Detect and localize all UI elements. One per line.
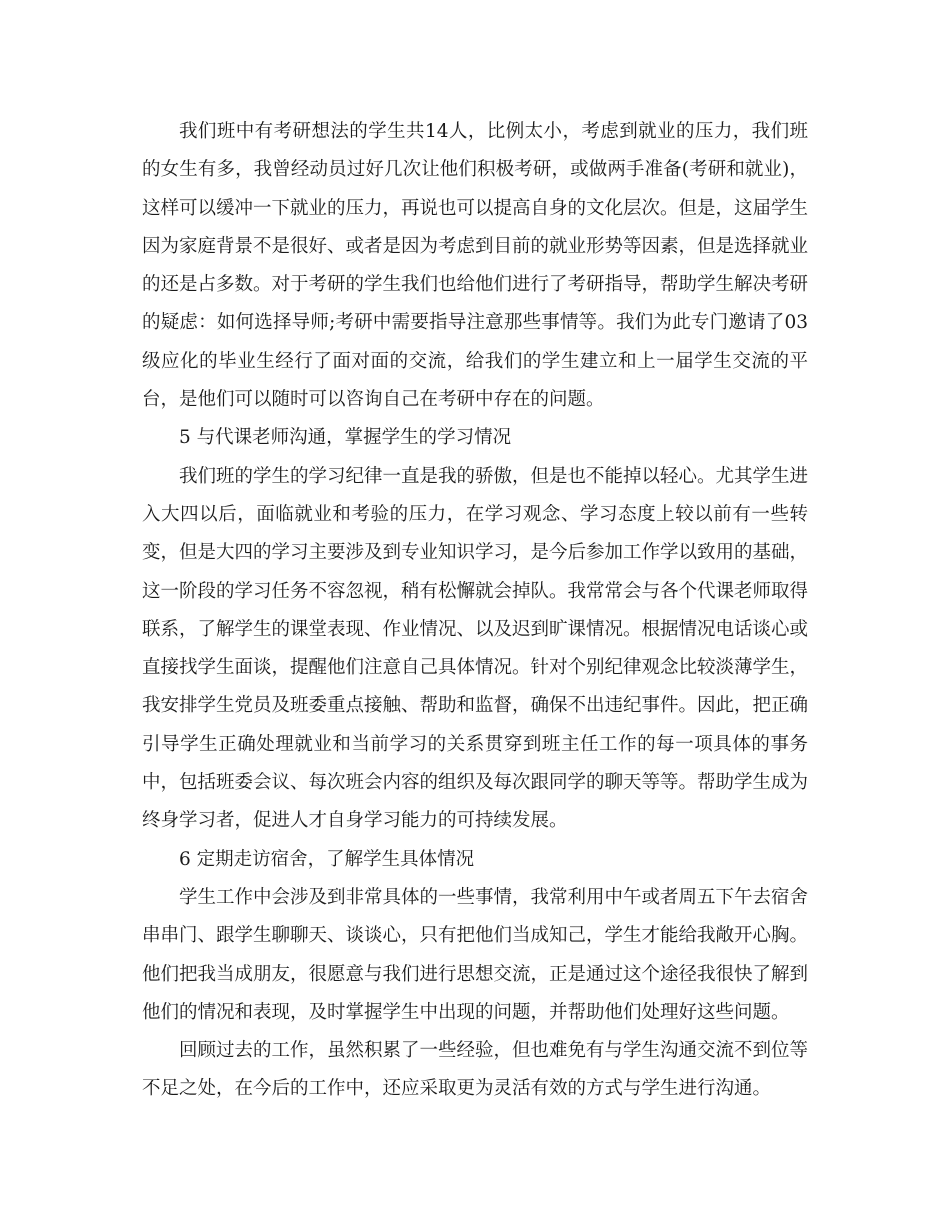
section-heading-5: 5 与代课老师沟通，掌握学生的学习情况 — [179, 427, 512, 449]
document-body — [142, 113, 808, 1109]
paragraph-conclusion: 回顾过去的工作，虽然积累了一些经验，但也难免有与学生沟通交流不到位等不足之处，在今后的工作中，还应采取更为灵活有效的方式与学生进行沟通。 — [142, 1040, 809, 1100]
paragraph-graduate-exam: 我们班中有考研想法的学生共14人，比例太小，考虑到就业的压力，我们班的女生有多，我曾经动员过好几次让他们积极考研，或做两手准备(考研和就业)，这样可以缓冲一下就业的压力，再说也可以提高自身的文化层次。但是，这届学生因为家庭背景不是很好、或者是因为考虑到目前的就业形势等因素，但是选择就业的还是占多数。对于考研的学生我们也给他们进行了考研指导，帮助学生解决考研的疑虑：如何选择导师;考研中需要指导注意那些事情等。我们为此专门邀请了03级应化的毕业生经行了面对面的交流，给我们的学生建立和上一届学生交流的平台，是他们可以随时可以咨询自己在考研中存在的问题。 — [142, 121, 809, 411]
section-heading-6: 6 定期走访宿舍，了解学生具体情况 — [179, 848, 475, 870]
paragraph-dorm-visits: 学生工作中会涉及到非常具体的一些事情，我常利用中午或者周五下午去宿舍串串门、跟学生聊聊天、谈谈心，只有把他们当成知己，学生才能给我敞开心胸。他们把我当成朋友，很愿意与我们进行思想交流，正是通过这个途径我很快了解到他们的情况和表现，及时掌握学生中出现的问题，并帮助他们处理好这些问题。 — [142, 886, 809, 1023]
paragraph-study-discipline: 我们班的学生的学习纪律一直是我的骄傲，但是也不能掉以轻心。尤其学生进入大四以后，面临就业和考验的压力，在学习观念、学习态度上较以前有一些转变，但是大四的学习主要涉及到专业知识学习，是今后参加工作学以致用的基础，这一阶段的学习任务不容忽视，稍有松懈就会掉队。我常常会与各个代课老师取得联系，了解学生的课堂表现、作业情况、以及迟到旷课情况。根据情况电话谈心或直接找学生面谈，提醒他们注意自己具体情况。针对个别纪律观念比较淡薄学生，我安排学生党员及班委重点接触、帮助和监督，确保不出违纪事件。因此，把正确引导学生正确处理就业和当前学习的关系贯穿到班主任工作的每一项具体的事务中，包括班委会议、每次班会内容的组织及每次跟同学的聊天等等。帮助学生成为终身学习者，促进人才自身学习能力的可持续发展。 — [142, 465, 809, 832]
